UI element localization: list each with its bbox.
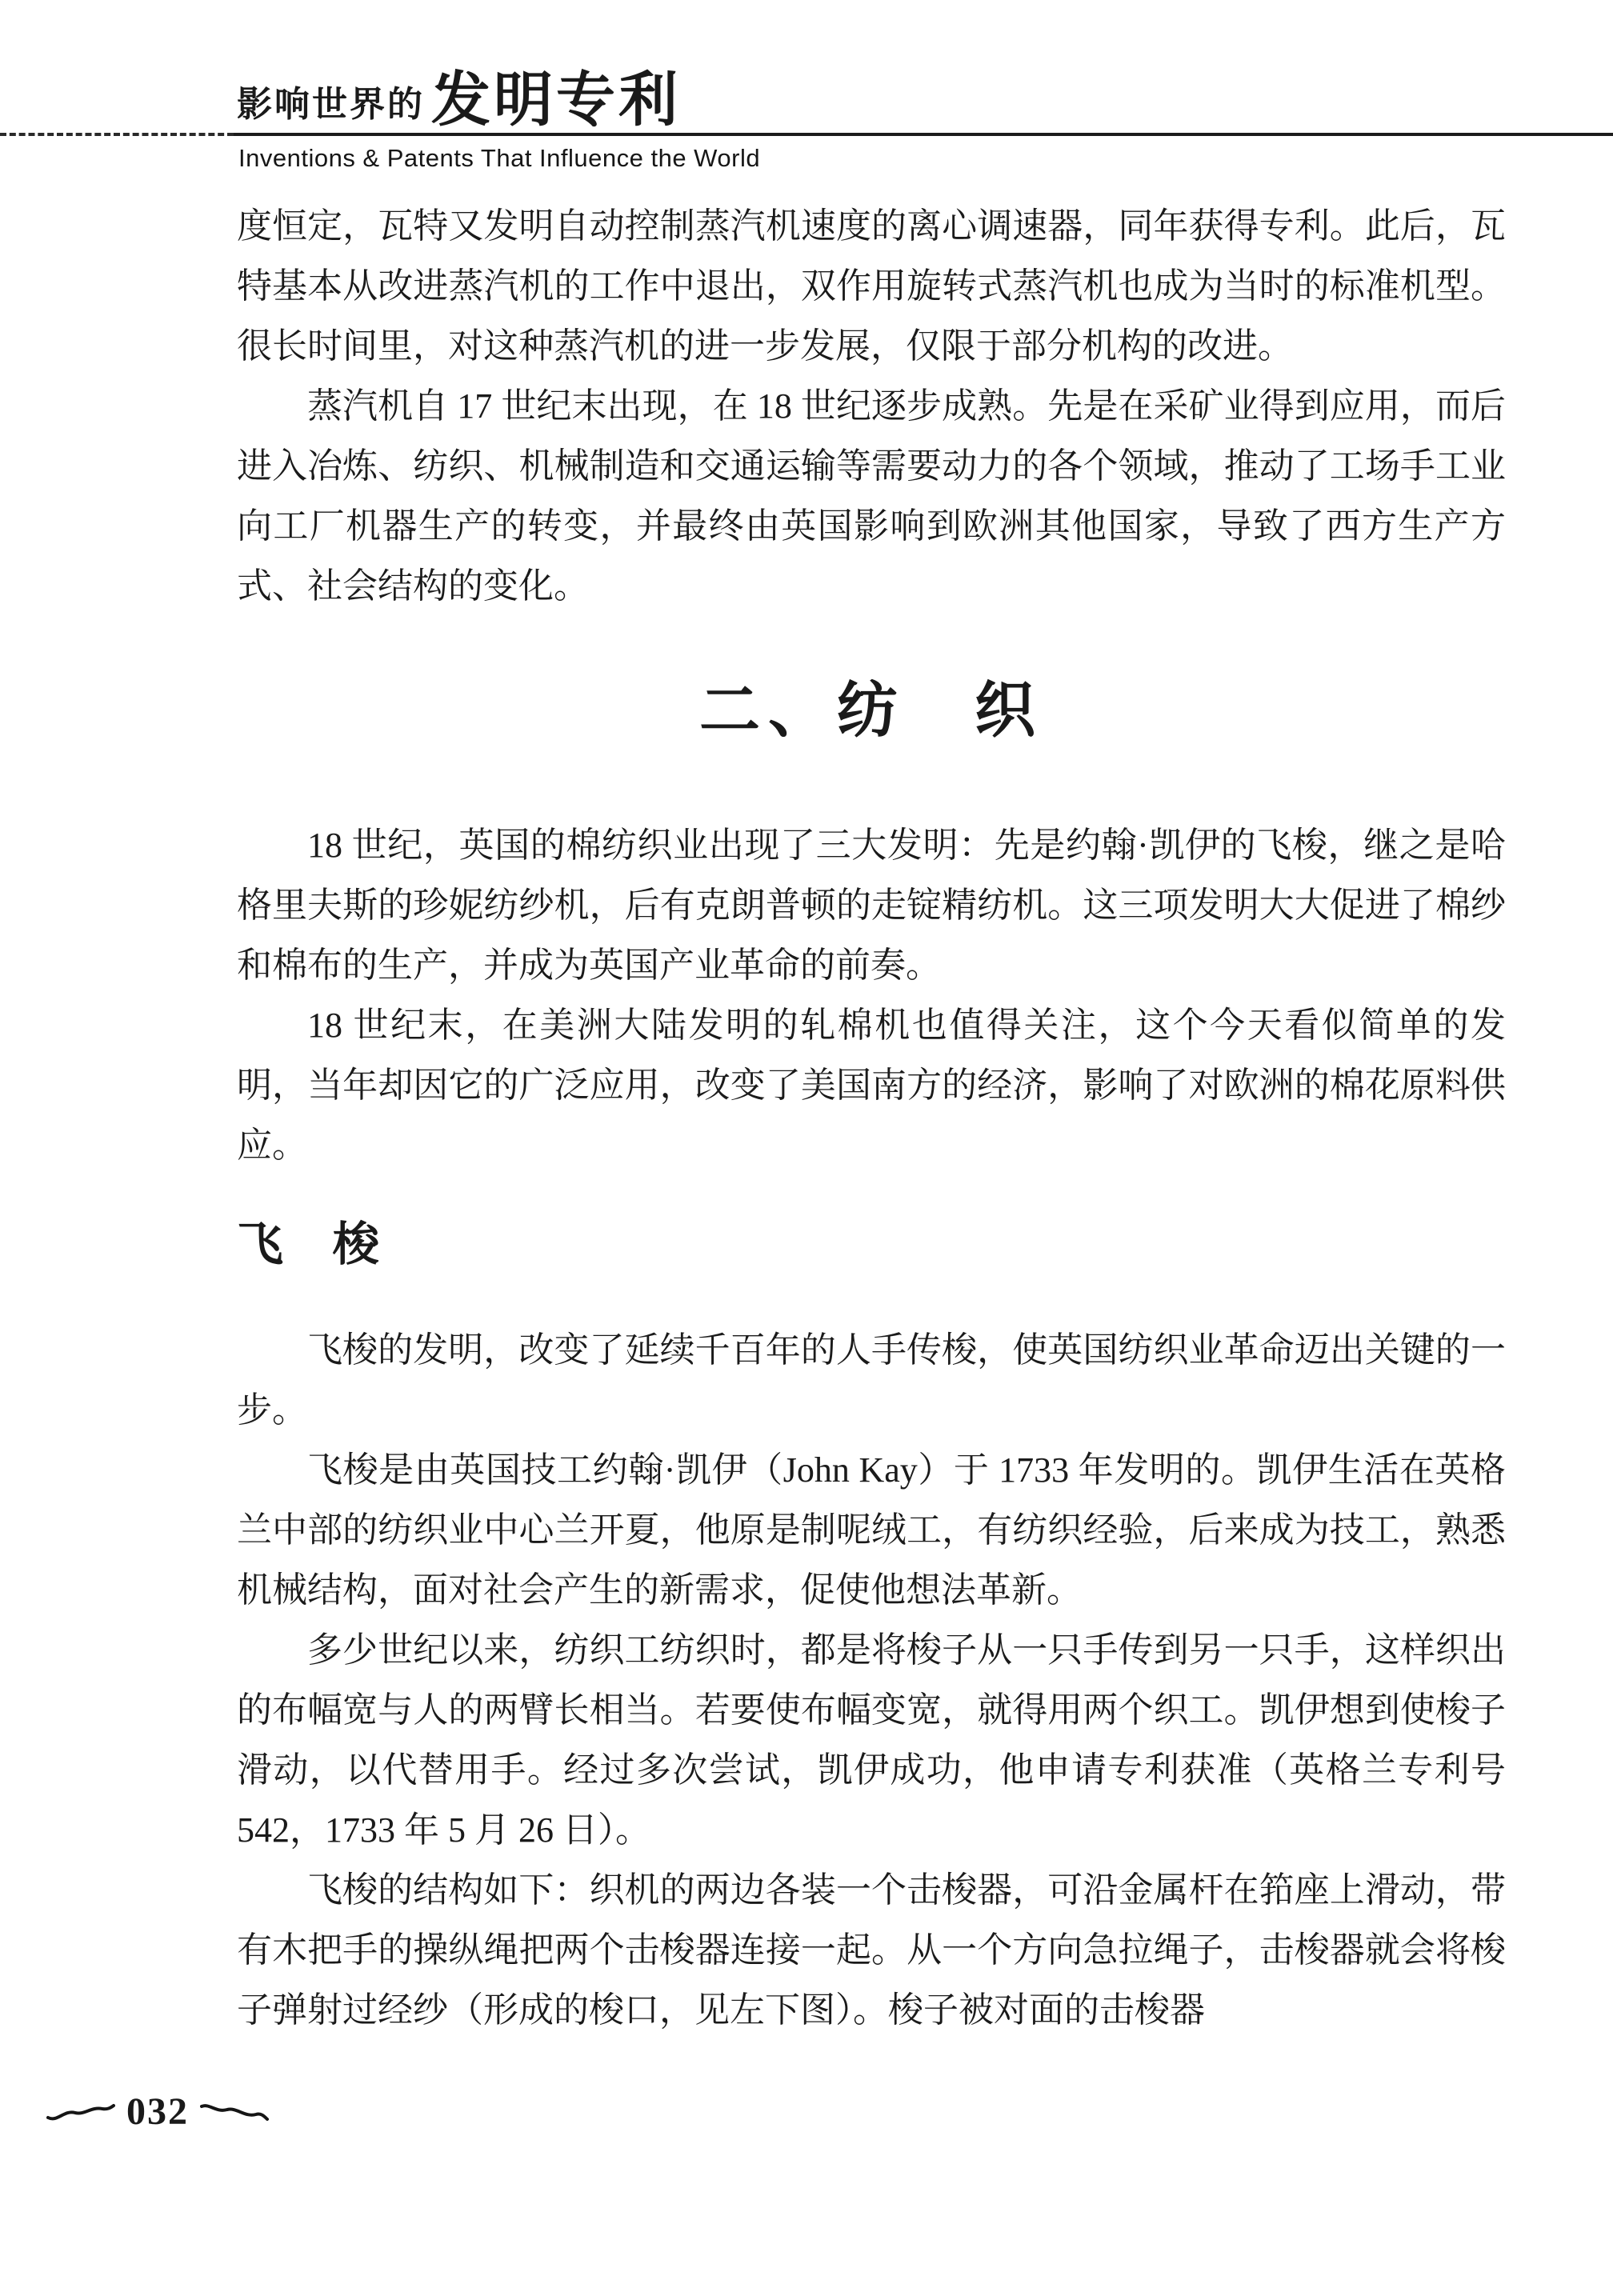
paragraph-cotton-gin: 18 世纪末，在美洲大陆发明的轧棉机也值得关注，这个今天看似简单的发明，当年却因它的广泛应用，改变了美国南方的经济，影响了对欧洲的棉花原料供应。 — [237, 1005, 1506, 1165]
subsection-title-flying-shuttle: 飞 梭 — [237, 1218, 382, 1270]
flourish-left-icon — [46, 2098, 115, 2126]
paragraph-shuttle-significance: 飞梭的发明，改变了延续千百年的人手传梭，使英国纺织业革命迈出关键的一步。 — [237, 1330, 1506, 1430]
header-divider — [0, 133, 1613, 137]
page-body-text — [237, 196, 1506, 2040]
logo-prefix-text: 影响世界的 — [237, 85, 425, 124]
paragraph-steam-continuation: 度恒定，瓦特又发明自动控制蒸汽机速度的离心调速器，同年获得专利。此后，瓦特基本从改进蒸汽机的工作中退出，双作用旋转式蒸汽机也成为当时的标准机型。很长时间里，对这种蒸汽机的进一步发展，仅限于部分机构的改进。 — [237, 206, 1506, 366]
book-logo — [237, 66, 681, 133]
paragraph-steam-history: 蒸汽机自 17 世纪末出现，在 18 世纪逐步成熟。先是在采矿业得到应用，而后进入冶炼、纺织、机械制造和交通运输等需要动力的各个领域，推动了工场手工业向工厂机器生产的转变，并最终由英国影响到欧洲其他国家，导致了西方生产方式、社会结构的变化。 — [237, 386, 1506, 606]
header-subtitle-english: Inventions & Patents That Influence the World — [238, 144, 761, 172]
chapter-title: 二、纺 织 — [699, 678, 1043, 745]
header-divider-left-segment — [0, 133, 234, 136]
paragraph-textile-inventions: 18 世纪，英国的棉纺织业出现了三大发明：先是约翰·凯伊的飞梭，继之是哈格里夫斯的珍妮纺纱机，后有克朗普顿的走锭精纺机。这三项发明大大促进了棉纱和棉布的生产，并成为英国产业革命的前奏。 — [237, 825, 1506, 985]
paragraph-john-kay-background: 飞梭是由英国技工约翰·凯伊（John Kay）于 1733 年发明的。凯伊生活在英格兰中部的纺织业中心兰开夏，他原是制呢绒工，有纺织经验，后来成为技工，熟悉机械结构，面对社会产生的新需求，促使他想法革新。 — [237, 1450, 1506, 1610]
flourish-right-icon — [200, 2098, 269, 2126]
logo-main-text: 发明专利 — [431, 66, 681, 133]
page-footer — [46, 2090, 269, 2134]
paragraph-shuttle-invention-patent: 多少世纪以来，纺织工纺织时，都是将梭子从一只手传到另一只手，这样织出的布幅宽与人的两臂长相当。若要使布幅变宽，就得用两个织工。凯伊想到使梭子滑动，以代替用手。经过多次尝试，凯伊成功，他申请专利获准（英格兰专利号 542，1733 年 5 月 26 日）。 — [237, 1630, 1506, 1850]
page-number: 032 — [126, 2090, 189, 2133]
header-divider-right-segment — [234, 133, 1613, 136]
paragraph-shuttle-structure: 飞梭的结构如下：织机的两边各装一个击梭器，可沿金属杆在筘座上滑动，带有木把手的操纵绳把两个击梭器连接一起。从一个方向急拉绳子，击梭器就会将梭子弹射过经纱（形成的梭口，见左下图）。梭子被对面的击梭器 — [237, 1870, 1506, 2030]
